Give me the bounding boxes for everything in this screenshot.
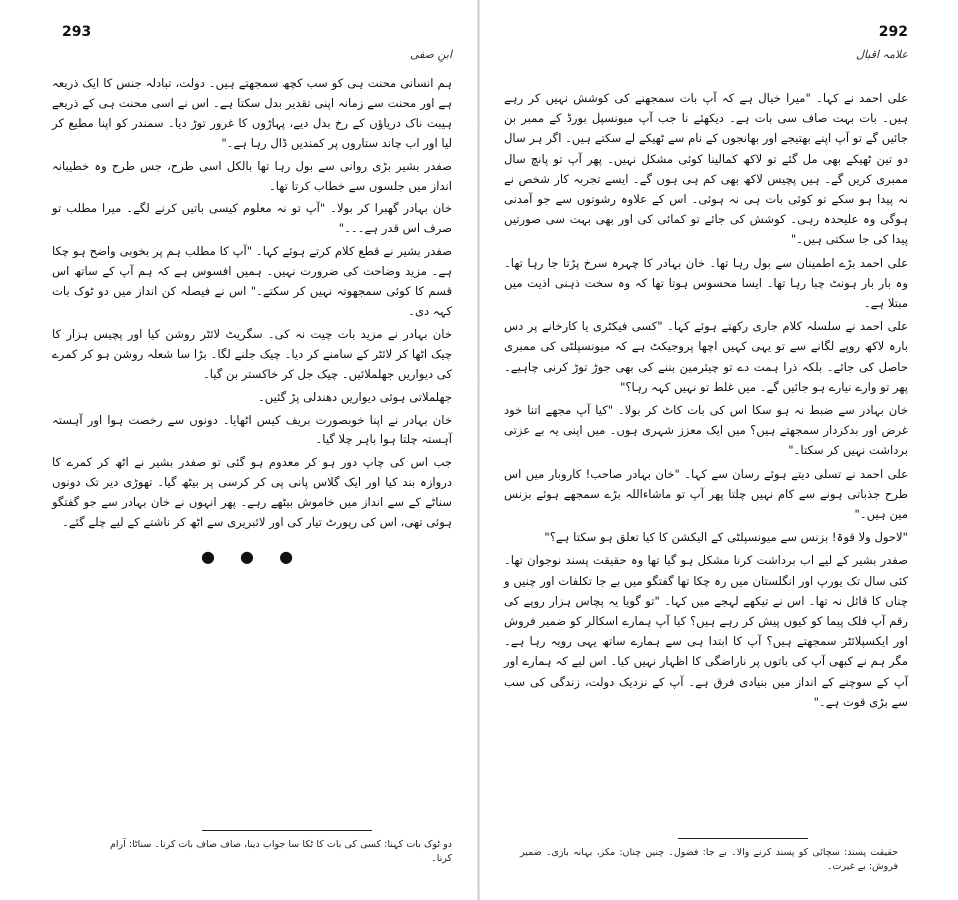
page-number-left: 293 [62,24,92,40]
paragraph: صفدر بشیر نے قطع کلام کرتے ہوئے کہا۔ "آپ کا مطلب ہم پر بخوبی واضح ہو چکا ہے۔ مزید وضاحت کی ضرورت نہیں۔ ہمیں افسوس ہے کہ ہم آپ کے ساتھ اس قسم کا کوئی سمجھوتہ نہیں کر سکتے۔" اس نے فیصلہ کن انداز میں دو ٹوک بات کہہ دی۔ [52,244,452,318]
paragraph: علی احمد نے کہا۔ "میرا خیال ہے کہ آپ بات سمجھنے کی کوشش نہیں کر رہے ہیں۔ بات بہت صاف سی بات ہے۔ دیکھئے نا جب آپ میونسپل بورڈ کے ممبر بن جائیں گے تو آپ اپنے بھتیجے اور بھانجوں کے نام سے ٹھیکے لے سکتے ہیں۔ اگر ہر سال دو تین ٹھیکے بھی مل گئے تو لاکھ کمالینا کوئی مشکل نہیں۔ پھر آپ تو پانچ سال ممبری کریں گے۔ ہیں پچیس لاکھ بھی کم ہی ہوں گے۔ ایسے تجربہ کار شخص نے نہ پیدا ہو سکے تو کوئی بات ہی نہ ہوئی۔ اس کے علاوہ رشوتوں سے جو آمدنی ہوگی وہ علیحدہ رہی۔ کوشش کی جائے تو کمائی کی اور بھی بہت سی صورتیں پیدا کی جا سکتی ہیں۔" [504,91,908,247]
paragraph: جب اس کی چاپ دور ہو کر معدوم ہو گئی تو صفدر بشیر نے اٹھ کر کمرے کا دروازہ بند کیا اور ایک گلاس پانی پی کر کرسی پر بیٹھ گیا۔ تھوڑی دیر تک دونوں سناٹے کے سے انداز میں خاموش بیٹھے رہے۔ پھر انہوں نے خان بہادر سے جو گفتگو ہوئی تھی، اس کی رپورٹ تیار کی اور لائبریری سے اٹھ کر ناشتے کے لیے چلے گئے۔ [52,455,452,530]
body-text-left [52,74,452,567]
footnote-left: دو ٹوک بات کہنا: کسی کی بات کا ٹکا سا جواب دینا، صاف صاف بات کرنا۔ سناٹا: آرام کرنا۔ [110,839,452,864]
section-ornament: ● ● ● [200,546,304,566]
footnote-right: حقیقت پسند: سچائی کو پسند کرنے والا۔ بے جا: فضول۔ چنیں چناں: مکر، بہانہ بازی۔ ضمیر فروش: بے غیرت۔ [520,847,898,872]
left-page [0,0,478,900]
running-head-left: ابنِ صفی [409,48,452,61]
right-page [480,0,958,900]
page-number-right: 292 [878,24,908,40]
paragraph: خان بہادر گھبرا کر بولا۔ "آپ تو نہ معلوم کیسی باتیں کرنے لگے۔ میرا مطلب تو صرف اس قدر ہے۔۔۔" [52,201,452,236]
paragraph: صفدر بشیر کے لیے اب برداشت کرنا مشکل ہو گیا تھا وہ حقیقت پسند نوجوان تھا۔ کئی سال تک یورپ اور انگلستان میں رہ چکا تھا گفتگو میں بے جا تکلفات اور چنیں و چناں کا قائل نہ تھا۔ اس نے تیکھے لہجے میں کہا۔ "تو گویا یہ پچاس ہزار روپے کی رقم آپ فلک پیما کو کیوں پیش کر رہے ہیں؟ کیا آپ ہمارے اسکالر کو ضمیر فروش اور ایکسپلائٹر سمجھتے ہیں؟ آپ کا ابتدا ہی سے ہمارے ساتھ یہی رویہ رہا ہے۔ مگر ہم نے کبھی آپ کی باتوں پر ناراضگی کا اظہار نہیں کیا۔ اس لیے کہ ہمارے اور آپ کے سوچنے کے انداز میں بنیادی فرق ہے۔ آپ کے نزدیک دولت، زندگی کی سب سے بڑی قوت ہے۔" [504,553,908,709]
paragraph: علی احمد نے تسلی دیتے ہوئے رسان سے کہا۔ "خان بہادر صاحب! کاروبار میں اس طرح جذباتی ہونے سے کام نہیں چلتا پھر آپ تو ماشاءاللہ بڑے سمجھے ہوئے بزنس مین ہیں۔" [504,466,908,522]
footnote-rule-right [678,838,808,839]
paragraph: خان بہادر نے اپنا خوبصورت بریف کیس اٹھایا۔ دونوں سے رخصت ہوا اور آہستہ آہستہ چلتا ہوا باہر چلا گیا۔ [52,412,452,447]
paragraph: خان بہادر نے مزید بات چیت نہ کی۔ سگریٹ لائٹر روشن کیا اور پچیس ہزار کا چیک اٹھا کر لائٹر کے سامنے کر دیا۔ چیک جلنے لگا۔ بڑا سا شعلہ روشن ہو کر کمرے کی دیواریں جھلملائیں۔ چیک جل کر خاکستر بن گیا۔ [52,326,452,381]
body-text-right [504,88,908,715]
running-head-right: علامہ اقبال [856,48,908,61]
paragraph: علی احمد بڑے اطمینان سے بول رہا تھا۔ خان بہادر کا چہرہ سرخ پڑتا جا رہا تھا۔ وہ بار بار ہونٹ چبا رہا تھا۔ ایسا محسوس ہوتا تھا کہ وہ سخت ذہنی اذیت میں مبتلا ہے۔ [504,255,908,311]
paragraph: جھلملاتی ہوئی دیواریں دھندلی پڑ گئیں۔ [257,389,452,404]
paragraph: صفدر بشیر بڑی روانی سے بول رہا تھا بالکل اسی طرح، جس طرح وہ خطیبانہ انداز میں جلسوں سے خطاب کرتا تھا۔ [52,158,452,193]
paragraph: علی احمد نے سلسلہ کلام جاری رکھتے ہوئے کہا۔ "کسی فیکٹری یا کارخانے پر دس بارہ لاکھ روپے لگانے سے تو یہی کہیں اچھا پروجیکٹ ہے کہ میونسپلٹی کی ممبری حاصل کی جائے۔ بلکہ ذرا ہمت دے تو چیئرمین بننے کی بھی جوڑ توڑ کرنی چاہیے۔ پھر تو وارے نیارے ہو جائیں گے۔ میں غلط تو نہیں کہہ رہا؟" [504,319,908,394]
paragraph: "لاحول ولا قوۃ! بزنس سے میونسپلٹی کے الیکشن کا کیا تعلق ہو سکتا ہے؟" [544,530,908,545]
footnote-rule-left [202,830,372,831]
paragraph: ہم انسانی محنت ہی کو سب کچھ سمجھتے ہیں۔ دولت، تبادلہ جنس کا ایک ذریعہ ہے اور محنت سے زمانہ اپنی تقدیر بدل سکتا ہے۔ اس نے اسی محنت ہی کے ذریعے ہیبت ناک دریاؤں کے رخ بدل دیے، پہاڑوں کا غرور توڑ دیا۔ سمندر کو اپنا مطیع کر لیا اور اب چاند ستاروں پر کمندیں ڈال رہا ہے۔" [52,76,452,150]
paragraph: خان بہادر سے ضبط نہ ہو سکا اس کی بات کاٹ کر بولا۔ "کیا آپ مجھے اتنا خود غرض اور بدکردار سمجھتے ہیں؟ میں ایک معزز شہری ہوں۔ میں اپنی یہ بے عزتی برداشت نہیں کر سکتا۔" [504,403,908,458]
